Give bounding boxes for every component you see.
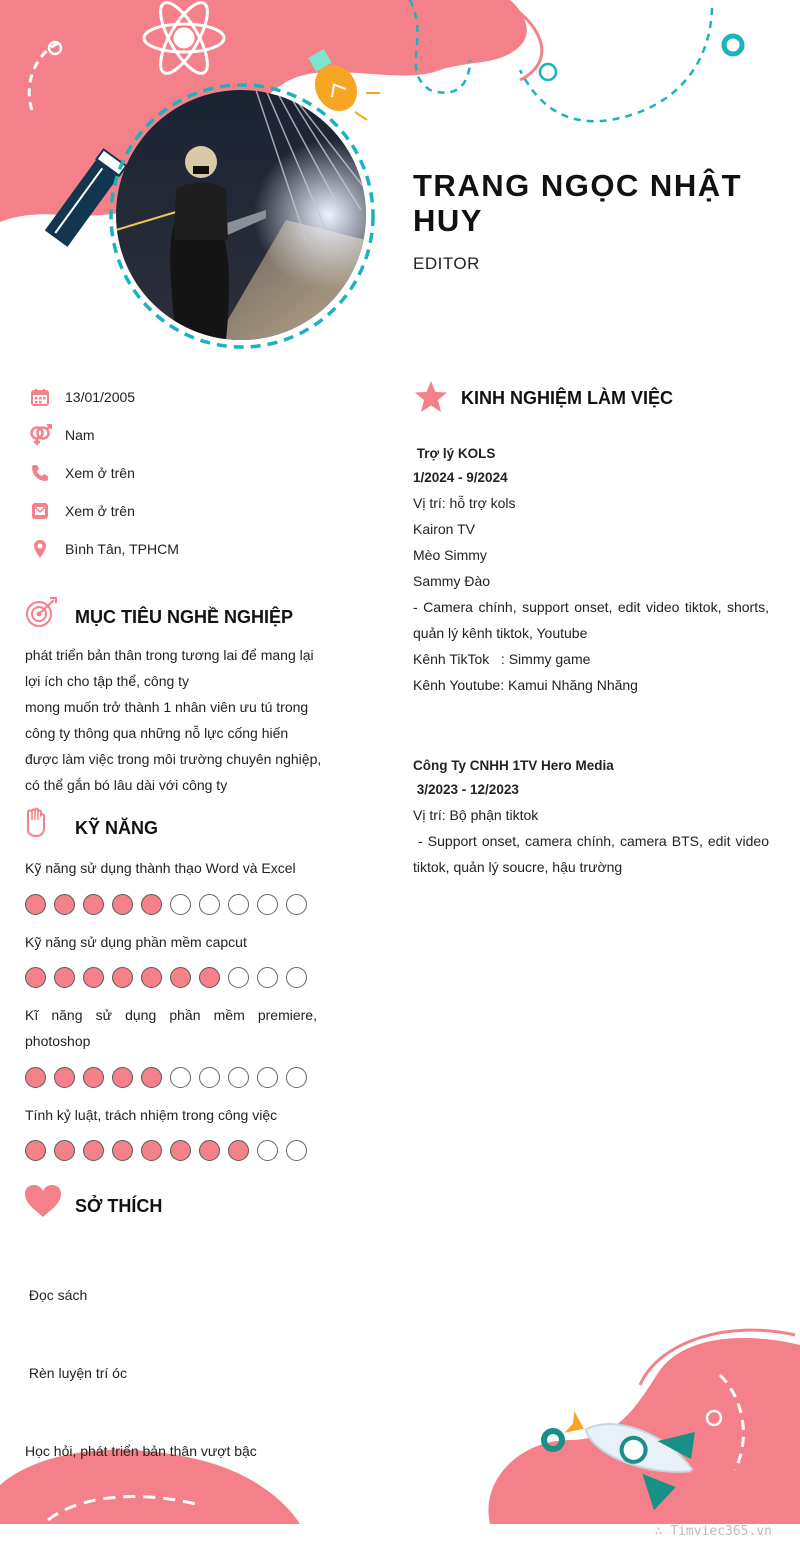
address-text: Bình Tân, TPHCM	[65, 541, 179, 557]
job-line: Kairon TV	[413, 521, 475, 537]
job-line: Kênh TikTok : Simmy game	[413, 651, 591, 667]
rating-dot-filled	[83, 1140, 104, 1161]
rating-dot-filled	[199, 967, 220, 988]
contact-email	[28, 500, 135, 522]
contact-birthdate	[28, 386, 135, 408]
skill-label: Kỹ năng sử dụng phần mềm capcut	[25, 934, 247, 950]
job-line: Kênh Youtube: Kamui Nhăng Nhăng	[413, 677, 638, 693]
rating-dot-filled	[112, 1140, 133, 1161]
rating-dot-filled	[25, 894, 46, 915]
rating-dot-filled	[25, 1067, 46, 1088]
phone-text: Xem ở trên	[65, 465, 135, 481]
profile-photo	[116, 90, 366, 340]
rating-dot-empty	[286, 1140, 307, 1161]
skill-label: Kĩ năng sử dụng phần mềm premiere, photoshop	[25, 1007, 317, 1049]
rating-dot-empty	[257, 1067, 278, 1088]
rating-dot-filled	[54, 894, 75, 915]
objective-text	[25, 642, 325, 798]
job-line: - Support onset, camera chính, camera BTS, edit video tiktok, quản lý soucre, hậu trường	[413, 833, 773, 875]
rating-dot-filled	[25, 967, 46, 988]
rating-dot-empty	[170, 894, 191, 915]
rating-dot-filled	[170, 1140, 191, 1161]
skills-heading: KỸ NĂNG	[75, 818, 159, 838]
experience-job	[413, 754, 773, 880]
rating-dot-empty	[228, 1067, 249, 1088]
skill-rating	[25, 1140, 315, 1161]
rating-dot-filled	[228, 1140, 249, 1161]
job-line: Sammy Đào	[413, 573, 491, 589]
candidate-name: TRANG NGỌC NHẬT HUY	[413, 168, 743, 238]
rating-dot-filled	[141, 967, 162, 988]
heart-icon	[24, 1184, 62, 1223]
rating-dot-empty	[199, 894, 220, 915]
location-icon	[28, 538, 52, 560]
gender-text: Nam	[65, 427, 95, 443]
birthdate-text: 13/01/2005	[65, 389, 136, 405]
email-text: Xem ở trên	[65, 503, 135, 519]
contact-gender	[28, 424, 95, 446]
job-line: - Camera chính, support onset, edit video tiktok, shorts, quản lý kênh tiktok, Youtube	[413, 599, 769, 641]
skill-label: Kỹ năng sử dụng thành thạo Word và Excel	[25, 860, 296, 876]
experience-job	[413, 442, 769, 698]
objective-heading: MỤC TIÊU NGHỀ NGHIỆP	[75, 607, 294, 627]
skill-rating	[25, 967, 315, 988]
experience-heading: KINH NGHIỆM LÀM VIỆC	[461, 388, 674, 408]
rating-dot-empty	[257, 1140, 278, 1161]
watermark: ∴ Timviec365.vn	[654, 1524, 772, 1539]
rating-dot-filled	[199, 1140, 220, 1161]
job-company: Công Ty CNHH 1TV Hero Media	[413, 758, 614, 773]
rating-dot-filled	[112, 894, 133, 915]
rating-dot-filled	[112, 1067, 133, 1088]
job-period: 3/2023 - 12/2023	[413, 782, 519, 797]
hobby-item: Đọc sách	[25, 1287, 88, 1303]
rating-dot-filled	[112, 967, 133, 988]
rating-dot-empty	[286, 1067, 307, 1088]
job-title: EDITOR	[413, 254, 480, 273]
rating-dot-filled	[54, 1140, 75, 1161]
rating-dot-empty	[228, 967, 249, 988]
hobbies-heading: SỞ THÍCH	[75, 1196, 163, 1216]
rating-dot-filled	[54, 1067, 75, 1088]
rating-dot-filled	[141, 894, 162, 915]
skill-label: Tính kỷ luật, trách nhiệm trong công việc	[25, 1107, 278, 1123]
rating-dot-filled	[54, 967, 75, 988]
rating-dot-empty	[286, 967, 307, 988]
hobby-item: Rèn luyện trí óc	[25, 1365, 127, 1381]
profile-photo-image	[116, 90, 366, 340]
contact-phone	[28, 462, 135, 484]
objective-line: mong muốn trở thành 1 nhân viên ưu tú trong công ty thông qua những nỗ lực cống hiến	[25, 699, 309, 741]
rating-dot-empty	[257, 967, 278, 988]
rating-dot-empty	[170, 1067, 191, 1088]
skill-rating	[25, 1067, 315, 1088]
job-company: Trợ lý KOLS	[413, 446, 496, 461]
gender-icon	[28, 424, 52, 446]
star-icon	[414, 380, 448, 419]
email-icon	[28, 500, 52, 522]
rating-dot-filled	[25, 1140, 46, 1161]
rating-dot-empty	[257, 894, 278, 915]
skill-rating	[25, 894, 315, 915]
rating-dot-empty	[199, 1067, 220, 1088]
phone-icon	[28, 462, 52, 484]
rating-dot-empty	[228, 894, 249, 915]
target-icon	[24, 596, 58, 635]
hobby-item: Học hỏi, phát triển bản thân vượt bậc	[25, 1443, 257, 1459]
job-line: Vị trí: Bộ phận tiktok	[413, 807, 539, 823]
rating-dot-filled	[141, 1067, 162, 1088]
objective-line: được làm việc trong môi trường chuyên nghiệp, có thể gắn bó lâu dài với công ty	[25, 751, 322, 793]
fist-icon	[24, 806, 48, 843]
job-period: 1/2024 - 9/2024	[413, 470, 508, 485]
objective-line: phát triển bản thân trong tương lai để mang lại lợi ích cho tập thể, công ty	[25, 647, 314, 689]
rating-dot-filled	[83, 967, 104, 988]
calendar-icon	[28, 386, 52, 408]
rating-dot-filled	[170, 967, 191, 988]
rating-dot-empty	[286, 894, 307, 915]
rating-dot-filled	[83, 894, 104, 915]
rating-dot-filled	[83, 1067, 104, 1088]
hobbies-list	[25, 1230, 325, 1490]
rating-dot-filled	[141, 1140, 162, 1161]
job-line: Vị trí: hỗ trợ kols	[413, 495, 516, 511]
job-line: Mèo Simmy	[413, 547, 487, 563]
contact-address	[28, 538, 179, 560]
